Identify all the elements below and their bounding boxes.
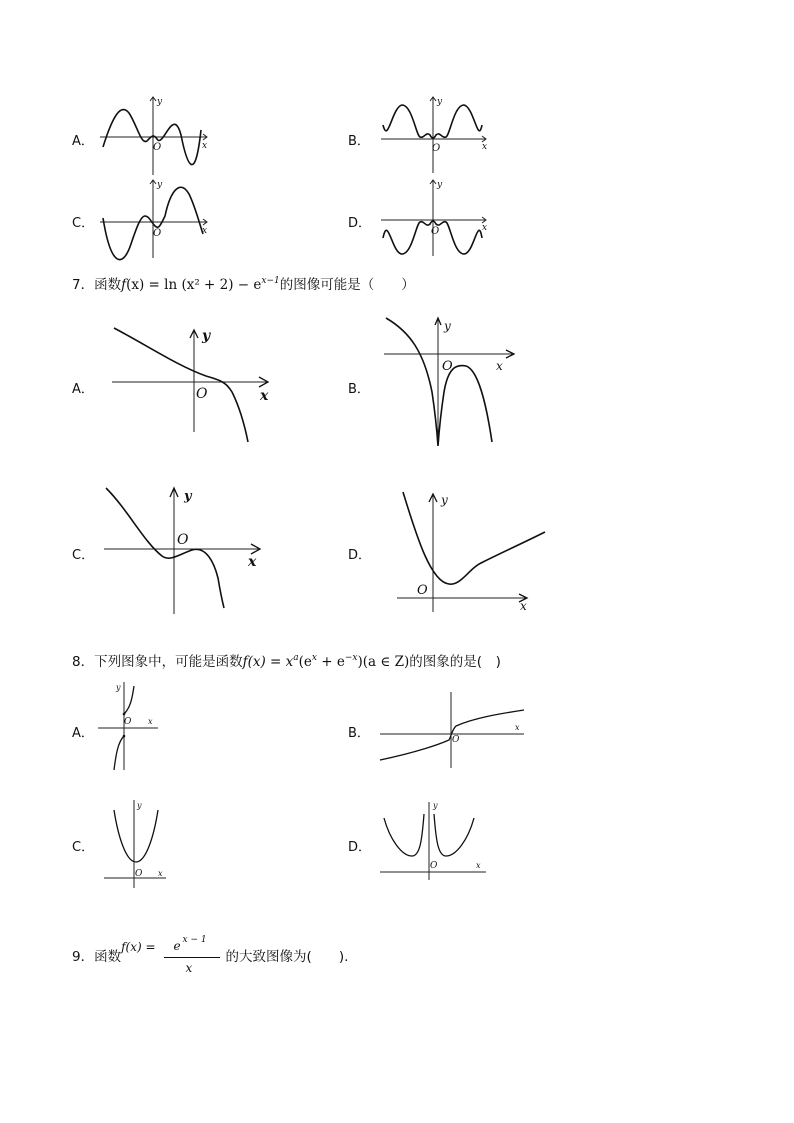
axis-y-label: y: [184, 489, 192, 504]
origin-label: O: [431, 226, 440, 237]
q7-graph-d: [393, 488, 553, 618]
question-8-formula-plus: + e: [316, 654, 345, 670]
axis-x-label: x: [520, 599, 527, 613]
question-8-formula-mid: (e: [298, 654, 312, 670]
axis-y-label: y: [441, 493, 448, 507]
axis-y-label: y: [437, 180, 443, 190]
q7-option-c-label: C．: [72, 548, 95, 563]
option-b-label: B．: [348, 134, 370, 149]
axis-x-label: x: [482, 223, 488, 233]
origin-label: O: [124, 717, 132, 727]
axis-y-label: y: [437, 97, 443, 107]
question-8-formula: f(x) = x: [242, 654, 294, 670]
option-a-label: A．: [72, 134, 94, 149]
q7-option-a-label: A．: [72, 382, 94, 397]
axis-x-label: x: [202, 141, 208, 151]
q8-option-b-label: B．: [348, 726, 370, 741]
axis-x-label: x: [202, 226, 208, 236]
question-9-fraction: [156, 935, 226, 975]
question-8-exp-a: a: [293, 653, 299, 663]
question-9-stem: [72, 928, 349, 975]
q7-graph-a: [108, 322, 278, 447]
q8-option-c-label: C．: [72, 840, 95, 855]
origin-label: O: [432, 143, 441, 154]
question-7-formula: f: [121, 277, 127, 293]
axis-y-label: y: [137, 801, 142, 810]
origin-label: O: [153, 228, 162, 239]
axis-y-label: y: [157, 97, 163, 107]
question-9-lhs: f(x) =: [121, 940, 156, 954]
axis-x-label: x: [496, 359, 503, 373]
q7-option-d-label: D．: [348, 548, 372, 563]
q6-graph-b: [378, 95, 493, 180]
question-7-stem: [72, 273, 415, 293]
question-8-stem: [72, 650, 501, 670]
q8-graph-a: [96, 678, 176, 773]
axis-y-label: y: [433, 801, 438, 810]
axis-x-label: x: [515, 723, 520, 732]
origin-label: O: [452, 735, 460, 745]
q8-graph-b: [378, 688, 528, 773]
q6-graph-d: [378, 178, 493, 263]
origin-label: O: [442, 359, 453, 374]
q8-option-a-label: A．: [72, 726, 94, 741]
q7-graph-b: [380, 312, 530, 452]
question-9-prefix: 9．函数: [72, 949, 122, 965]
axis-y-label: y: [157, 180, 163, 190]
question-8-formula-end: )(a ∈ Z): [357, 654, 410, 670]
question-9-denominator: x: [185, 961, 193, 975]
axis-x-label: x: [260, 388, 269, 404]
origin-label: O: [417, 583, 428, 598]
option-c-label: C．: [72, 216, 95, 231]
axis-x-label: x: [248, 554, 257, 570]
axis-y-label: y: [116, 683, 121, 692]
q8-graph-c: [100, 796, 170, 891]
question-7-formula-rest: (x) = ln (x² + 2) − e: [126, 277, 262, 293]
axis-x-label: x: [482, 142, 488, 152]
question-9-suffix: 的大致图像为( ).: [225, 949, 349, 965]
q7-graph-c: [100, 482, 270, 617]
origin-label: O: [177, 532, 189, 548]
origin-label: O: [430, 861, 438, 871]
origin-label: O: [196, 386, 208, 402]
axis-y-label: y: [202, 328, 211, 344]
q7-option-b-label: B．: [348, 382, 370, 397]
origin-label: O: [153, 142, 162, 153]
option-d-label: D．: [348, 216, 372, 231]
question-7-exponent: x−1: [261, 276, 280, 286]
origin-label: O: [135, 869, 143, 879]
question-8-prefix: 8．下列图象中，可能是函数: [72, 654, 243, 670]
q6-graph-a: [95, 95, 215, 180]
axis-x-label: x: [158, 869, 163, 878]
question-8-suffix: 的图象的是( ): [409, 654, 501, 670]
question-9-numerator: e: [173, 939, 181, 953]
question-8-exp-x: x: [311, 653, 317, 663]
question-9-numerator-exponent: x − 1: [182, 935, 207, 945]
question-8-exp-negx: −x: [344, 653, 358, 663]
axis-y-label: y: [444, 319, 451, 333]
q6-graph-c: [95, 178, 215, 263]
question-7-suffix: 的图像可能是（ ）: [279, 277, 415, 293]
q8-graph-d: [378, 800, 488, 882]
q8-option-d-label: D．: [348, 840, 372, 855]
question-7-prefix: 7．函数: [72, 277, 122, 293]
axis-x-label: x: [476, 861, 481, 870]
axis-x-label: x: [148, 717, 153, 726]
